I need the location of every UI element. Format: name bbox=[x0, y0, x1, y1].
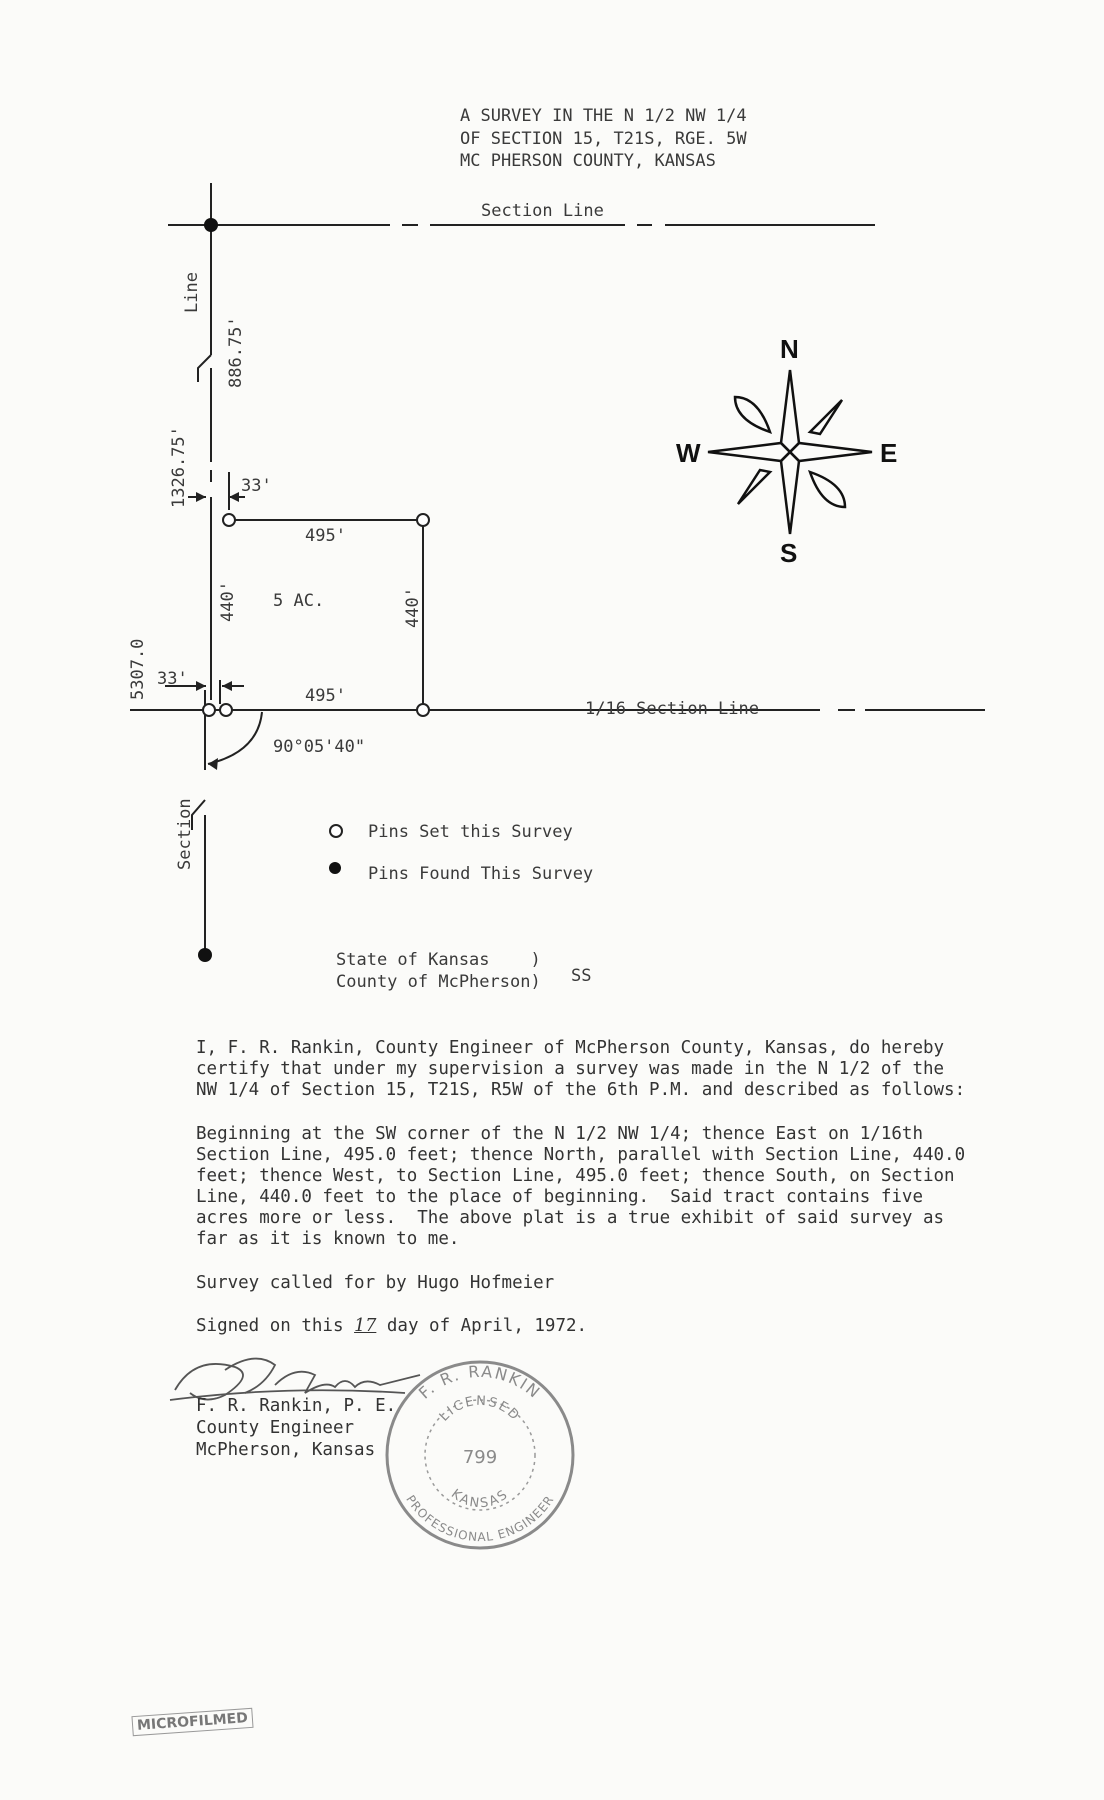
svg-text:799: 799 bbox=[462, 1447, 498, 1468]
signed-suffix: day of April, 1972. bbox=[386, 1316, 588, 1336]
compass-s: S bbox=[780, 538, 798, 568]
pin-found-nw bbox=[204, 218, 218, 232]
angle-label: 90°05'40" bbox=[273, 737, 366, 757]
section-label: Section bbox=[175, 798, 195, 870]
cert-p2-line3: feet; thence West, to Section Line, 495.0 feet; thence South, on Section bbox=[196, 1166, 955, 1186]
dim-33-top: 33' bbox=[241, 476, 272, 496]
legend-pin-set-symbol bbox=[330, 825, 342, 837]
dim-33-bottom: 33' bbox=[157, 669, 188, 689]
venue-state: State of Kansas ) bbox=[336, 950, 541, 970]
sixteenth-line-label: 1/16 Section Line bbox=[585, 699, 759, 719]
svg-text:KANSAS: KANSAS bbox=[448, 1486, 512, 1512]
survey-called-for: Survey called for by Hugo Hofmeier bbox=[196, 1273, 555, 1293]
cert-p1-line2: certify that under my supervision a survey was made in the N 1/2 of the bbox=[196, 1059, 945, 1079]
pin-set bbox=[220, 704, 232, 716]
pin-found-sw bbox=[198, 948, 212, 962]
signed-prefix: Signed on this bbox=[196, 1316, 344, 1336]
venue-ss: SS bbox=[571, 966, 592, 986]
cert-p1-line3: NW 1/4 of Section 15, T21S, R5W of the 6th P.M. and described as follows: bbox=[196, 1080, 966, 1100]
pin-set bbox=[223, 514, 235, 526]
pin-set bbox=[417, 704, 429, 716]
dim-5307: 5307.0 bbox=[128, 638, 148, 700]
compass-e: E bbox=[880, 438, 898, 468]
section-line-top-label: Section Line bbox=[481, 201, 604, 221]
signed-day: 17 bbox=[354, 1316, 377, 1336]
signer-place: McPherson, Kansas bbox=[196, 1440, 376, 1460]
dim-440-left: 440' bbox=[218, 581, 238, 622]
legend-pin-found-symbol bbox=[329, 862, 341, 874]
svg-text:F. R. RANKIN: F. R. RANKIN bbox=[414, 1361, 545, 1403]
header-line-1: A SURVEY IN THE N 1/2 NW 1/4 bbox=[460, 106, 747, 126]
legend-pins-set: Pins Set this Survey bbox=[368, 822, 573, 842]
pin-set bbox=[417, 514, 429, 526]
dim-495-top: 495' bbox=[305, 526, 346, 546]
compass-n: N bbox=[780, 334, 799, 364]
svg-text:PROFESSIONAL ENGINEER: PROFESSIONAL ENGINEER bbox=[403, 1492, 557, 1545]
pin-set bbox=[203, 704, 215, 716]
venue-county: County of McPherson) bbox=[336, 972, 541, 992]
cert-p2-line4: Line, 440.0 feet to the place of beginning. Said tract contains five bbox=[196, 1187, 923, 1207]
signer-title: County Engineer bbox=[196, 1418, 355, 1438]
cert-p2-line6: far as it is known to me. bbox=[196, 1229, 460, 1249]
cert-p2-line2: Section Line, 495.0 feet; thence North, parallel with Section Line, 440.0 bbox=[196, 1145, 966, 1165]
line-label: Line bbox=[182, 272, 202, 313]
area-label: 5 AC. bbox=[273, 591, 325, 611]
microfilmed-stamp: MICROFILMED bbox=[131, 1708, 253, 1736]
compass-rose bbox=[708, 370, 872, 534]
dim-495-bottom: 495' bbox=[305, 686, 346, 706]
header-line-2: OF SECTION 15, T21S, RGE. 5W bbox=[460, 129, 747, 149]
cert-p2-line5: acres more or less. The above plat is a true exhibit of said survey as bbox=[196, 1208, 945, 1228]
header-line-3: MC PHERSON COUNTY, KANSAS bbox=[460, 151, 716, 171]
cert-p2-line1: Beginning at the SW corner of the N 1/2 NW 1/4; thence East on 1/16th bbox=[196, 1124, 923, 1144]
dim-440-right: 440' bbox=[403, 587, 423, 628]
cert-p1-line1: I, F. R. Rankin, County Engineer of McPherson County, Kansas, do hereby bbox=[196, 1038, 945, 1058]
engineer-seal bbox=[380, 1355, 580, 1555]
svg-text:LICENSED: LICENSED bbox=[436, 1393, 524, 1425]
legend-pins-found: Pins Found This Survey bbox=[368, 864, 594, 884]
dim-1326: 1326.75' bbox=[169, 426, 189, 508]
signed-line bbox=[196, 1316, 587, 1337]
compass-w: W bbox=[676, 438, 701, 468]
dim-886: 886.75' bbox=[226, 316, 246, 388]
signer-name: F. R. Rankin, P. E. bbox=[196, 1396, 397, 1416]
